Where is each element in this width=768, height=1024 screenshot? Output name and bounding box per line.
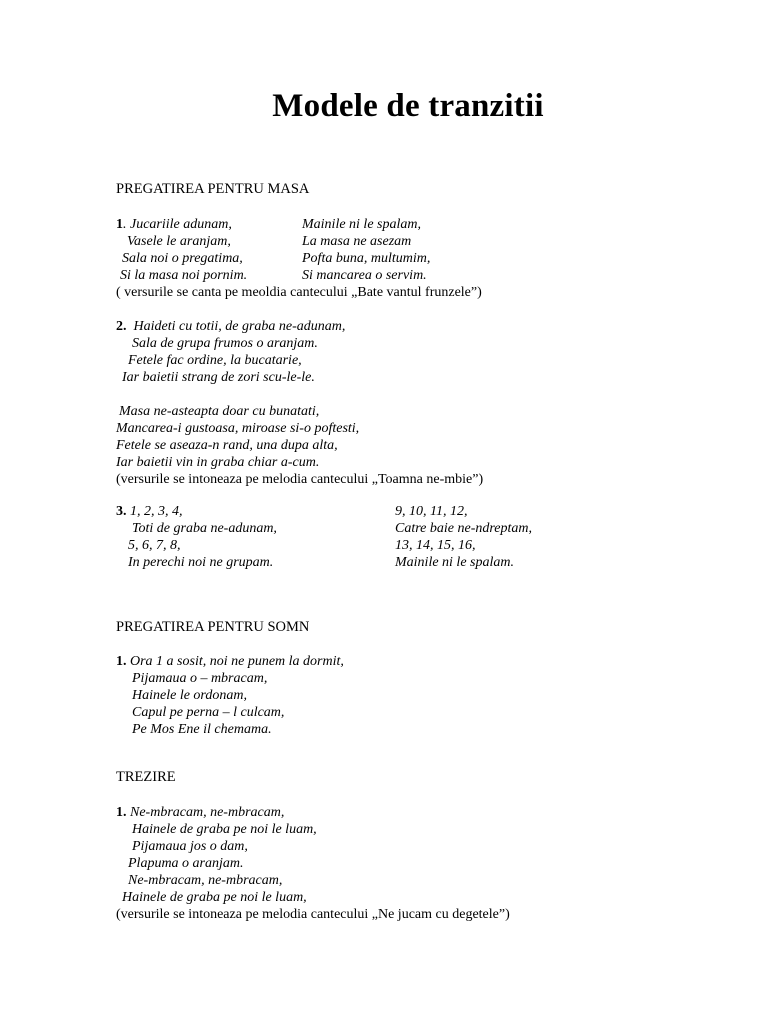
verse-line: Fetele fac ordine, la bucatarie,: [128, 353, 302, 368]
verse-line: Hainele le ordonam,: [132, 688, 247, 703]
verse-number: 2.: [116, 319, 127, 334]
verse-line: Mancarea-i gustoasa, miroase si-o poftesti,: [116, 421, 360, 436]
verse-line: 5, 6, 7, 8,: [128, 538, 181, 553]
verse-line: Toti de graba ne-adunam,: [132, 521, 277, 536]
verse-line: Ne-mbracam, ne-mbracam,: [128, 873, 283, 888]
verse-line: Capul pe perna – l culcam,: [132, 705, 285, 720]
verse-line: Sala de grupa frumos o aranjam.: [132, 336, 318, 351]
verse-line: Sala noi o pregatima,: [122, 251, 243, 266]
verse-line: 3. 1, 2, 3, 4,: [116, 504, 183, 519]
verse-line: Mainile ni le spalam.: [395, 555, 514, 570]
page-title: Modele de tranzitii: [272, 88, 544, 124]
verse-line: Iar baietii vin in graba chiar a-cum.: [116, 455, 320, 470]
verse-number: 1: [116, 217, 123, 232]
verse-line: Masa ne-asteapta doar cu bunatati,: [119, 404, 320, 419]
verse-line: Hainele de graba pe noi le luam,: [132, 822, 317, 837]
verse-line: Iar baietii strang de zori scu-le-le.: [122, 370, 315, 385]
verse-line: Pofta buna, multumim,: [302, 251, 431, 266]
section-heading-somn: PREGATIREA PENTRU SOMN: [116, 619, 310, 635]
verse-line: 1. Jucariile adunam,: [116, 217, 232, 232]
verse-line: Pijamaua o – mbracam,: [132, 671, 268, 686]
melody-note: (versurile se intoneaza pe melodia cantecului „Toamna ne-mbie”): [116, 472, 484, 487]
verse-line: 13, 14, 15, 16,: [395, 538, 476, 553]
verse-line: Pijamaua jos o dam,: [132, 839, 248, 854]
verse-line: 2. Haideti cu totii, de graba ne-adunam,: [116, 319, 346, 334]
verse-line: Vasele le aranjam,: [127, 234, 231, 249]
verse-line: Pe Mos Ene il chemama.: [132, 722, 272, 737]
verse-line: Si mancarea o servim.: [302, 268, 427, 283]
verse-number: 1.: [116, 805, 127, 820]
section-heading-trezire: TREZIRE: [116, 769, 176, 785]
verse-line: 1. Ne-mbracam, ne-mbracam,: [116, 805, 285, 820]
verse-line: 1. Ora 1 a sosit, noi ne punem la dormit,: [116, 654, 344, 669]
verse-line: Hainele de graba pe noi le luam,: [122, 890, 307, 905]
verse-line: In perechi noi ne grupam.: [128, 555, 274, 570]
melody-note: ( versurile se canta pe meoldia cantecului „Bate vantul frunzele”): [116, 285, 482, 300]
verse-line: Mainile ni le spalam,: [302, 217, 421, 232]
verse-number: 3.: [116, 504, 127, 519]
verse-line: Plapuma o aranjam.: [128, 856, 244, 871]
verse-number: 1.: [116, 654, 127, 669]
verse-line: 9, 10, 11, 12,: [395, 504, 468, 519]
verse-line: Catre baie ne-ndreptam,: [395, 521, 532, 536]
verse-line: Fetele se aseaza-n rand, una dupa alta,: [116, 438, 338, 453]
melody-note: (versurile se intoneaza pe melodia cantecului „Ne jucam cu degetele”): [116, 907, 510, 922]
section-heading-masa: PREGATIREA PENTRU MASA: [116, 181, 310, 197]
verse-line: Si la masa noi pornim.: [120, 268, 248, 283]
verse-line: La masa ne asezam: [302, 234, 412, 249]
